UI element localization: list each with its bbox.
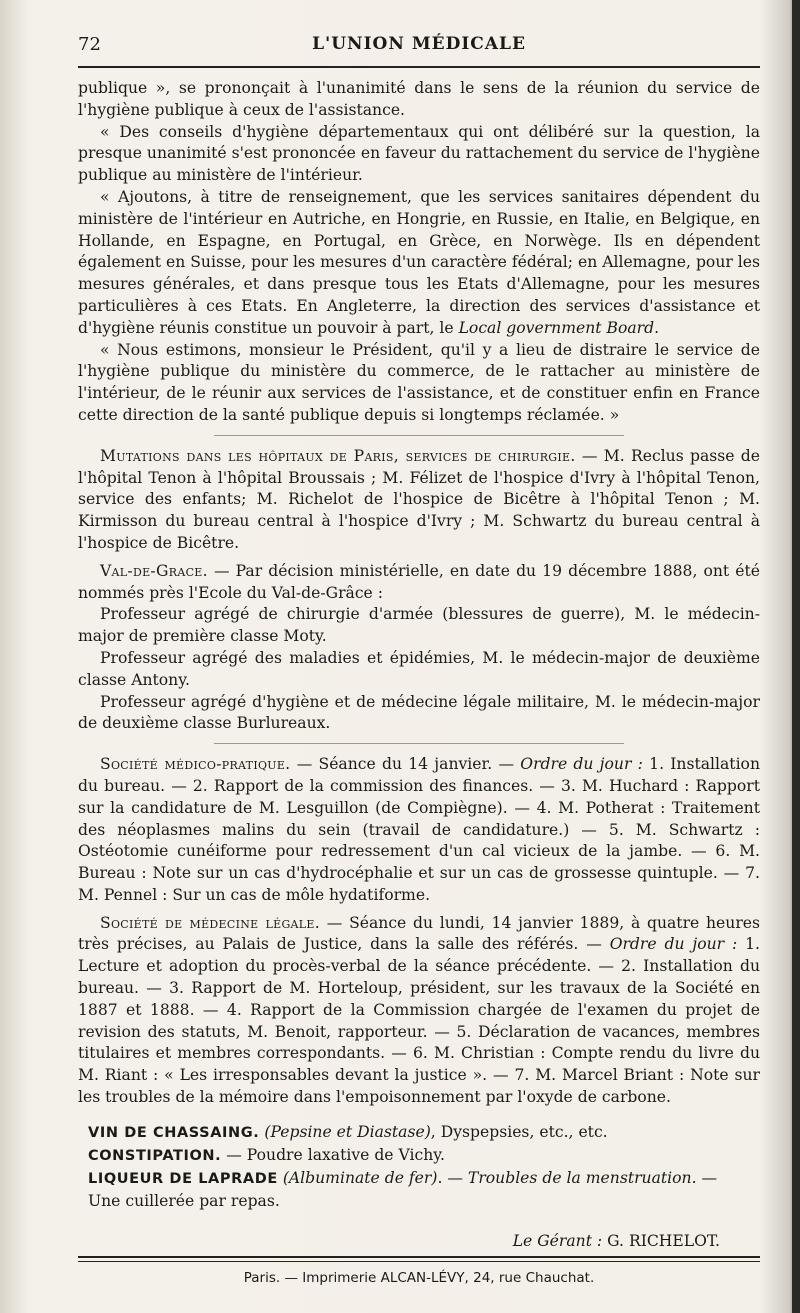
ad-italic-tail: Troubles de la menstruation.	[467, 1168, 697, 1187]
gerant-name: G. RICHELOT.	[607, 1231, 720, 1250]
page-header	[78, 28, 760, 64]
section-separator	[214, 743, 623, 744]
ad-vin-de-chassaing	[88, 1121, 760, 1144]
paragraph-4: « Nous estimons, monsieur le Président, qu'il y a lieu de distraire le service de l'hygiène publique du ministère du commerce, de le rattacher au ministère de l'intérieur, de le réunir aux services de l'assistance, et de constituer enfin en France cette direction de la santé publique depuis si longtemps réclamée. »	[78, 340, 760, 424]
medico-heading: Société médico-pratique.	[100, 755, 291, 774]
mutations-notice	[78, 446, 760, 555]
ad-paren: (Pepsine et Diastase)	[264, 1122, 431, 1141]
paragraph-2: « Des conseils d'hygiène départementaux qui ont délibéré sur la question, la presque unanimité s'est prononcée en faveur du rattachement du service de l'hygiène publique au ministère de l'intérieur.	[78, 122, 760, 185]
societe-medico-pratique-notice	[78, 754, 760, 907]
ad-rest: . —	[437, 1168, 468, 1187]
ad-tail-end: —	[696, 1168, 718, 1187]
paragraph-3-text: « Ajoutons, à titre de renseignement, que les services sanitaires dépendent du ministère de l'intérieur en Autriche, en Hongrie, en Russie, en Italie, en Belgique, en Hollande, en Espagne, en Portugal, en Grèce, en Norwège. Ils en dépendent également en Suisse, pour les mesures d'un caractère fédéral; en Allemagne, pour les mesures générales, et dans presque tous les Etats d'Allemagne, pour les mesures particulières à ces Etats. En Angleterre, la direction des services d'assistance et d'hygiène réunis constitue un pouvoir à part, le	[78, 187, 760, 337]
ad-brand: LIQUEUR DE LAPRADE	[88, 1170, 278, 1187]
appointment-item: Professeur agrégé de chirurgie d'armée (blessures de guerre), M. le médecin-major de première classe Moty.	[78, 605, 760, 646]
section-separator	[214, 435, 623, 436]
ad-liqueur-second-line: Une cuillerée par repas.	[88, 1191, 280, 1210]
ad-brand: VIN DE CHASSAING.	[88, 1124, 260, 1141]
societe-medecine-legale-notice	[78, 913, 760, 1109]
ad-constipation	[88, 1144, 760, 1167]
ad-paren: (Albuminate de fer)	[282, 1168, 438, 1187]
val-de-grace-heading: Val-de-Grace.	[100, 561, 208, 580]
page-number: 72	[78, 34, 101, 55]
medico-ordre-du-jour: Ordre du jour :	[520, 755, 643, 774]
legale-text-a: — Séance du lundi, 14 janvier 1889, à quatre heures très précises, au Palais de Justice, dans la salle des référés. —	[78, 913, 761, 954]
legale-text-b: 1. Lecture et adoption du procès-verbal de la séance précédente. — 2. Installation du bureau. — 3. Rapport de M. Horteloup, président, sur les travaux de la Société en 1887 et 1888. — 4. Rapport de la Commission chargée de l'examen du projet de revision des statuts, M. Benoit, rapporteur. — 5. Déclaration de vacances, membres titulaires et membres correspondants. — 6. M. Christian : Compte rendu du livre du M. Riant : « Les irresponsables devant la justice ». — 7. M. Marcel Briant : Note sur les troubles de la mémoire dans l'empoisonnement par l'oxyde de carbone.	[78, 935, 760, 1107]
paragraph-3-end: .	[654, 318, 660, 337]
mutations-heading: Mutations dans les hôpitaux de Paris, services de chirurgie.	[100, 446, 576, 465]
footer-rule-thin	[78, 1261, 760, 1262]
advertisements	[78, 1121, 760, 1212]
header-rule	[78, 66, 760, 68]
legale-ordre-du-jour: Ordre du jour :	[609, 935, 738, 954]
ad-brand: CONSTIPATION.	[88, 1147, 222, 1164]
local-government-board: Local government Board	[458, 318, 655, 337]
book-spine-shadow	[792, 0, 800, 1313]
printer-imprint: Paris. — Imprimerie ALCAN-LÉVY, 24, rue Chauchat.	[243, 1269, 595, 1286]
footer-rule	[78, 1256, 760, 1258]
paragraph-3	[78, 187, 760, 340]
medico-text-b: 1. Installation du bureau. — 2. Rapport de la commission des finances. — 3. M. Huchard : Rapport sur la candidature de M. Lesguillon (de Compiègne). — 4. M. Potherat : Traitement des néoplasmes malins du sein (travail de candidature.) — 5. M. Schwartz : Ostéotomie cunéiforme pour redressement d'un cal vicieux de la jambe. — 6. M. Bureau : Note sur un cas d'hydrocéphalie et sur un cas de grossesse quintuple. — 7. M. Pennel : Sur un cas de môle hydatiforme.	[78, 755, 760, 904]
medico-text-a: — Séance du 14 janvier. —	[290, 755, 521, 774]
val-de-grace-text: — Par décision ministérielle, en date du 19 décembre 1888, ont été nommés près l'Ecole du Val-de-Grâce :	[78, 561, 760, 602]
appointment-item: Professeur agrégé des maladies et épidémies, M. le médecin-major de deuxième classe Antony.	[78, 648, 760, 689]
running-title: L'UNION MÉDICALE	[312, 34, 526, 54]
gerant-signature	[78, 1232, 760, 1250]
gerant-label: Le Gérant :	[512, 1231, 603, 1250]
ad-rest: — Poudre laxative de Vichy.	[221, 1145, 445, 1164]
ad-rest: , Dyspepsies, etc., etc.	[430, 1122, 608, 1141]
legale-heading: Société de médecine légale.	[100, 913, 320, 932]
appointment-item: Professeur agrégé d'hygiène et de médecine légale militaire, M. le médecin-major de deuxième classe Burlureaux.	[78, 692, 760, 733]
mutations-text: — M. Reclus passe de l'hôpital Tenon à l'hôpital Broussais ; M. Félizet de l'hospice d'Ivry à l'hôpital Tenon, service des enfants; M. Richelot de l'hospice de Bicêtre à l'hôpital Tenon ; M. Kirmisson du bureau central à l'hospice d'Ivry ; M. Schwartz du bureau central à l'hospice de Bicêtre.	[78, 446, 760, 552]
ad-liqueur-de-laprade	[88, 1167, 760, 1190]
paragraph-1: publique », se prononçait à l'unanimité dans le sens de la réunion du service de l'hygiène publique à ceux de l'assistance.	[78, 79, 760, 119]
val-de-grace-notice	[78, 561, 760, 605]
